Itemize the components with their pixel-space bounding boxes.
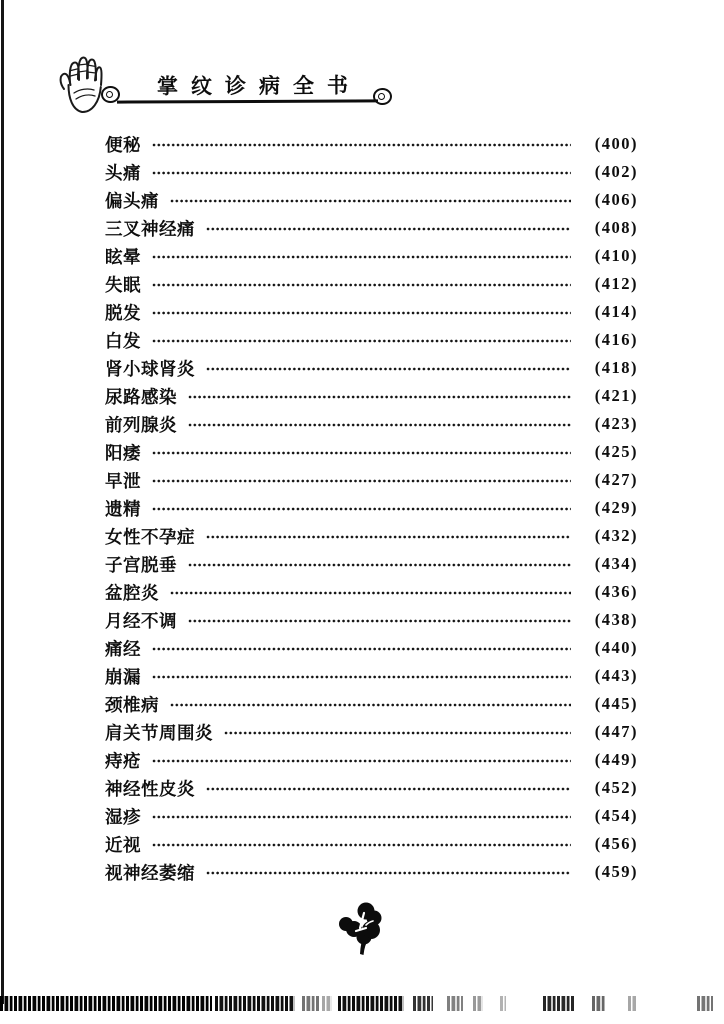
toc-entry bbox=[105, 326, 638, 354]
toc-entry-page-number: (416) bbox=[594, 330, 638, 349]
dot-leader bbox=[152, 451, 571, 455]
toc-entry-page-number: (456) bbox=[594, 834, 638, 853]
smudge-segment bbox=[413, 996, 433, 1011]
palm-hand-icon bbox=[56, 54, 104, 116]
toc-entry bbox=[105, 522, 638, 550]
dot-leader bbox=[152, 339, 571, 343]
toc-entry bbox=[105, 634, 638, 662]
toc-entry-title: 盆腔炎 bbox=[105, 582, 159, 603]
toc-entry-title: 尿路感染 bbox=[105, 386, 177, 407]
smudge-segment bbox=[500, 996, 506, 1011]
dot-leader bbox=[170, 199, 571, 203]
toc-entry-page-number: (436) bbox=[594, 582, 638, 601]
toc-entry-page-number: (438) bbox=[594, 610, 638, 629]
toc-entry-title: 女性不孕症 bbox=[105, 526, 195, 547]
toc-entry-page-number: (412) bbox=[594, 274, 638, 293]
page-title: 掌纹诊病全书 bbox=[156, 73, 362, 99]
header-rule-line bbox=[117, 99, 378, 103]
dot-leader bbox=[170, 703, 571, 707]
toc-entry bbox=[105, 858, 638, 886]
spiral-ornament-right bbox=[373, 88, 392, 105]
toc-entry-page-number: (445) bbox=[594, 694, 638, 713]
toc-entry-title: 阳痿 bbox=[105, 442, 141, 463]
dot-leader bbox=[152, 255, 571, 259]
toc-entry-page-number: (423) bbox=[594, 414, 638, 433]
toc-entry-page-number: (408) bbox=[594, 218, 638, 237]
toc-entry-title: 三叉神经痛 bbox=[105, 218, 195, 239]
toc-entry-page-number: (427) bbox=[594, 470, 638, 489]
toc-entry-page-number: (434) bbox=[594, 554, 638, 573]
toc-entry-title: 白发 bbox=[105, 330, 141, 351]
dot-leader bbox=[188, 423, 571, 427]
toc-entry-page-number: (452) bbox=[594, 778, 638, 797]
toc-entry bbox=[105, 130, 638, 158]
dot-leader bbox=[206, 367, 571, 371]
toc-entry bbox=[105, 410, 638, 438]
dot-leader bbox=[152, 283, 571, 287]
smudge-segment bbox=[338, 996, 404, 1011]
toc-entry-title: 早泄 bbox=[105, 470, 141, 491]
toc-entry-title: 视神经萎缩 bbox=[105, 862, 195, 883]
toc-entry-page-number: (447) bbox=[594, 722, 638, 741]
toc-entry-title: 痔疮 bbox=[105, 750, 141, 771]
toc-entry-title: 痛经 bbox=[105, 638, 141, 659]
dot-leader bbox=[152, 759, 571, 763]
dot-leader bbox=[206, 871, 571, 875]
toc-entry-title: 失眠 bbox=[105, 274, 141, 295]
clover-ornament bbox=[333, 898, 393, 960]
toc-entry bbox=[105, 718, 638, 746]
smudge-segment bbox=[473, 996, 483, 1011]
dot-leader bbox=[188, 619, 571, 623]
toc-entry-title: 前列腺炎 bbox=[105, 414, 177, 435]
toc-entry-title: 头痛 bbox=[105, 162, 141, 183]
toc-entry bbox=[105, 354, 638, 382]
toc-entry-page-number: (410) bbox=[594, 246, 638, 265]
toc-entry-page-number: (402) bbox=[594, 162, 638, 181]
toc-entry bbox=[105, 242, 638, 270]
smudge-segment bbox=[215, 996, 295, 1011]
toc-entry bbox=[105, 746, 638, 774]
smudge-segment bbox=[628, 996, 636, 1011]
toc-entry-page-number: (443) bbox=[594, 666, 638, 685]
toc-entry bbox=[105, 550, 638, 578]
toc-entry bbox=[105, 662, 638, 690]
toc-entry-page-number: (449) bbox=[594, 750, 638, 769]
toc-entry-title: 月经不调 bbox=[105, 610, 177, 631]
toc-entry bbox=[105, 298, 638, 326]
toc-entry bbox=[105, 830, 638, 858]
toc-entry bbox=[105, 186, 638, 214]
smudge-segment bbox=[592, 996, 606, 1011]
toc-entry bbox=[105, 606, 638, 634]
toc-entry-page-number: (429) bbox=[594, 498, 638, 517]
dot-leader bbox=[152, 843, 571, 847]
scan-smudge-artifact bbox=[0, 996, 724, 1012]
smudge-segment bbox=[0, 996, 212, 1011]
dot-leader bbox=[170, 591, 571, 595]
toc-entry-page-number: (459) bbox=[594, 862, 638, 881]
toc-entry-title: 神经性皮炎 bbox=[105, 778, 195, 799]
toc-entry-title: 子宫脱垂 bbox=[105, 554, 177, 575]
toc-entry-title: 湿疹 bbox=[105, 806, 141, 827]
toc-entry-page-number: (406) bbox=[594, 190, 638, 209]
toc-entry-title: 便秘 bbox=[105, 134, 141, 155]
toc-entry-title: 颈椎病 bbox=[105, 694, 159, 715]
dot-leader bbox=[152, 675, 571, 679]
toc-entry-page-number: (400) bbox=[594, 134, 638, 153]
dot-leader bbox=[206, 535, 571, 539]
dot-leader bbox=[224, 731, 571, 735]
toc-entry-page-number: (418) bbox=[594, 358, 638, 377]
toc-entry-page-number: (440) bbox=[594, 638, 638, 657]
toc-entry bbox=[105, 690, 638, 718]
toc-entry-title: 近视 bbox=[105, 834, 141, 855]
dot-leader bbox=[152, 647, 571, 651]
smudge-segment bbox=[302, 996, 320, 1011]
toc-entry bbox=[105, 774, 638, 802]
smudge-segment bbox=[543, 996, 575, 1011]
scan-edge-line-artifact bbox=[1, 0, 4, 1004]
toc-entry-title: 脱发 bbox=[105, 302, 141, 323]
table-of-contents bbox=[105, 130, 638, 886]
toc-entry bbox=[105, 494, 638, 522]
dot-leader bbox=[152, 479, 571, 483]
toc-entry bbox=[105, 578, 638, 606]
dot-leader bbox=[206, 787, 571, 791]
dot-leader bbox=[152, 507, 571, 511]
toc-entry-page-number: (425) bbox=[594, 442, 638, 461]
toc-entry-page-number: (432) bbox=[594, 526, 638, 545]
dot-leader bbox=[152, 815, 571, 819]
dot-leader bbox=[206, 227, 571, 231]
toc-entry bbox=[105, 466, 638, 494]
toc-entry bbox=[105, 438, 638, 466]
toc-entry-page-number: (454) bbox=[594, 806, 638, 825]
toc-entry-title: 肾小球肾炎 bbox=[105, 358, 195, 379]
toc-entry bbox=[105, 270, 638, 298]
smudge-segment bbox=[447, 996, 463, 1011]
toc-entry bbox=[105, 802, 638, 830]
toc-entry-title: 偏头痛 bbox=[105, 190, 159, 211]
toc-entry-title: 肩关节周围炎 bbox=[105, 722, 213, 743]
smudge-segment bbox=[322, 996, 332, 1011]
dot-leader bbox=[152, 311, 571, 315]
smudge-segment bbox=[697, 996, 713, 1011]
toc-entry bbox=[105, 158, 638, 186]
toc-entry-title: 崩漏 bbox=[105, 666, 141, 687]
dot-leader bbox=[152, 171, 571, 175]
toc-entry bbox=[105, 214, 638, 242]
toc-entry-page-number: (421) bbox=[594, 386, 638, 405]
dot-leader bbox=[188, 563, 571, 567]
toc-entry-title: 遗精 bbox=[105, 498, 141, 519]
toc-entry bbox=[105, 382, 638, 410]
dot-leader bbox=[152, 143, 571, 147]
toc-entry-page-number: (414) bbox=[594, 302, 638, 321]
toc-entry-title: 眩晕 bbox=[105, 246, 141, 267]
dot-leader bbox=[188, 395, 571, 399]
